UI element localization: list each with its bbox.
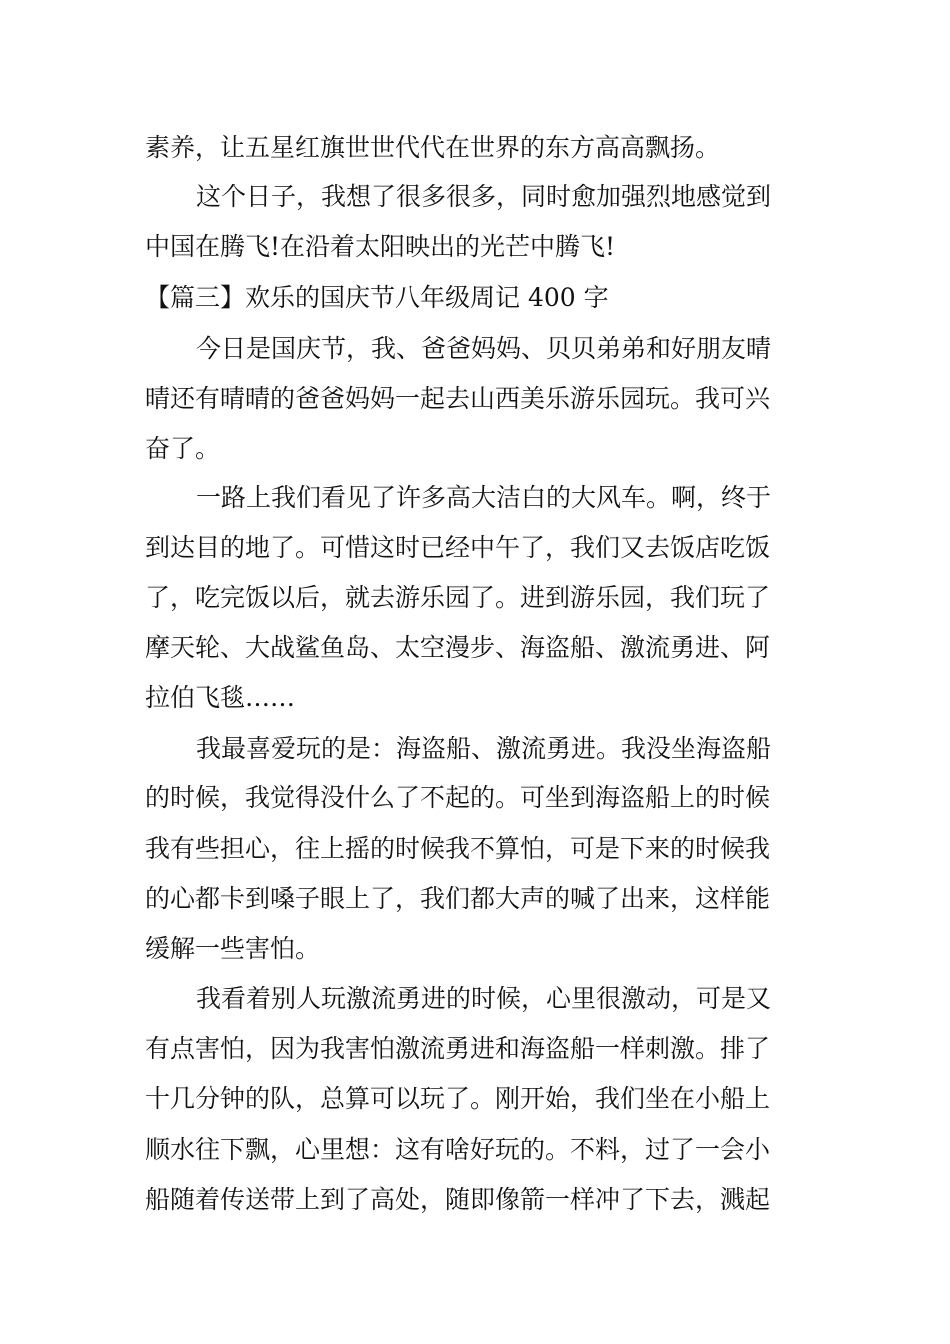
text-line: 船随着传送带上到了高处，随即像箭一样冲了下去，溅起	[145, 1185, 771, 1214]
text-line: 十几分钟的队，总算可以玩了。刚开始，我们坐在小船上	[145, 1084, 771, 1113]
text-line: 的心都卡到嗓子眼上了，我们都大声的喊了出来，这样能	[145, 884, 771, 913]
text-line: 拉伯飞毯……	[145, 683, 296, 712]
text-line: 我有些担心，往上摇的时候我不算怕，可是下来的时候我	[145, 834, 771, 863]
text-line: 中国在腾飞!在沿着太阳映出的光芒中腾飞!	[145, 232, 616, 261]
section-heading: 【篇三】欢乐的国庆节八年级周记 400 字	[145, 283, 609, 312]
paragraph-first-line: 这个日子，我想了很多很多，同时愈加强烈地感觉到	[196, 182, 772, 211]
text-line: 到达目的地了。可惜这时已经中午了，我们又去饭店吃饭	[145, 533, 771, 562]
text-line: 晴还有晴晴的爸爸妈妈一起去山西美乐游乐园玩。我可兴	[145, 384, 771, 413]
paragraph-first-line: 今日是国庆节，我、爸爸妈妈、贝贝弟弟和好朋友晴	[196, 334, 772, 363]
text-line: 摩天轮、大战鲨鱼岛、太空漫步、海盗船、激流勇进、阿	[145, 633, 771, 662]
paragraph-first-line: 我看着别人玩激流勇进的时候，心里很激动，可是又	[196, 984, 772, 1013]
paragraph-first-line: 我最喜爱玩的是：海盗船、激流勇进。我没坐海盗船	[196, 734, 772, 763]
text-line: 有点害怕，因为我害怕激流勇进和海盗船一样刺激。排了	[145, 1034, 771, 1063]
text-line: 奋了。	[145, 434, 221, 463]
text-line: 缓解一些害怕。	[145, 934, 321, 963]
text-line: 顺水往下飘，心里想：这有啥好玩的。不料，过了一会小	[145, 1135, 771, 1164]
text-line: 的时候，我觉得没什么了不起的。可坐到海盗船上的时候	[145, 783, 771, 812]
text-line: 了，吃完饭以后，就去游乐园了。进到游乐园，我们玩了	[145, 583, 771, 612]
text-line: 素养，让五星红旗世世代代在世界的东方高高飘扬。	[145, 133, 721, 162]
paragraph-first-line: 一路上我们看见了许多高大洁白的大风车。啊，终于	[196, 483, 772, 512]
